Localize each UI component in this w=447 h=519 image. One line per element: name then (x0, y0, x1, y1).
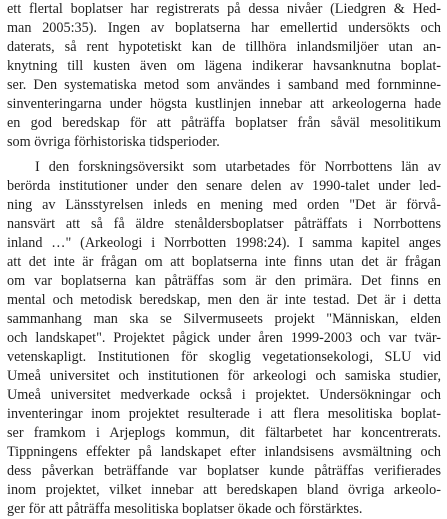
text-line: Umeå universitet medverkade också i projektet. Undersökningar och (7, 387, 441, 403)
text-line: Umeå universitet och institutionen för arkeologi och samiska studier, (7, 368, 441, 384)
text-line: ser framkom i Arjeplogs kommun, dit fältarbetet har koncentrerats. (7, 425, 441, 441)
text-line: som övriga förhistoriska tidsperioder. (7, 134, 220, 150)
text-line: man 2005:35). Ingen av boplatserna har emellertid undersökts och (7, 20, 441, 36)
text-line: dess påverkan beträffande var boplatser kunde påträffas verifierades (7, 463, 441, 479)
document-page (7, 0, 441, 517)
text-line: att det inte är frågan om att boplatserna inte finns utan det är frågan (7, 254, 441, 270)
text-line: Tippningens effekter på landskapet efter inlandsisens avsmältning och (7, 444, 441, 460)
text-line: vetenskapligt. Institutionen för skoglig vegetationsekologi, SLU vid (7, 349, 441, 365)
text-line: sammanhang man ska se Silvermuseets projekt "Människan, elden (7, 311, 441, 327)
text-line: sinventeringarna under högsta kustlinjen innebar att arkeologerna hade (7, 96, 441, 112)
text-line: knytning till kusten även om lägena indikerar havsanknutna boplat- (7, 58, 441, 74)
paragraph-first-line: I den forskningsöversikt som utarbetades för Norrbottens län av (35, 159, 441, 175)
text-line: och landskapet". Projektet pågick under åren 1999-2003 och var tvär- (7, 330, 441, 346)
text-line: ning av Länsstyrelsen inleds en mening med orden "Det är förvå- (7, 197, 441, 213)
text-line: inom projektet, vilket innebar att beredskapen bland övriga arkeolo- (7, 482, 441, 498)
text-line: ger för att påträffa mesolitiska boplatser ökade och förstärktes. (7, 501, 363, 517)
text-line: berörda institutioner under den senare delen av 1990-talet under led- (7, 178, 441, 194)
text-line: inland …" (Arkeologi i Norrbotten 1998:24). I samma kapitel anges (7, 235, 441, 251)
text-line: ett flertal boplatser har registrerats på dessa nivåer (Liedgren & Hed- (7, 1, 441, 17)
text-line: daterats, så rent hypotetiskt kan de tillhöra inlandsmiljöer utan an- (7, 39, 441, 55)
text-line: nansvärt att så få äldre stenåldersboplatser påträffats i Norrbottens (7, 216, 441, 232)
text-line: inventeringar inom projektet resulterade i att flera mesolitiska boplat- (7, 406, 441, 422)
text-line: ser. Den systematiska metod som användes i samband med fornminne- (7, 77, 441, 93)
text-line: mental och metodisk beredskap, men den är inte testad. Det är i detta (7, 292, 441, 308)
text-line: om var boplatserna kan påträffas som är den primära. Det finns en (7, 273, 441, 289)
text-line: en god beredskap för att påträffa boplatser från såväl mesolitikum (7, 115, 441, 131)
